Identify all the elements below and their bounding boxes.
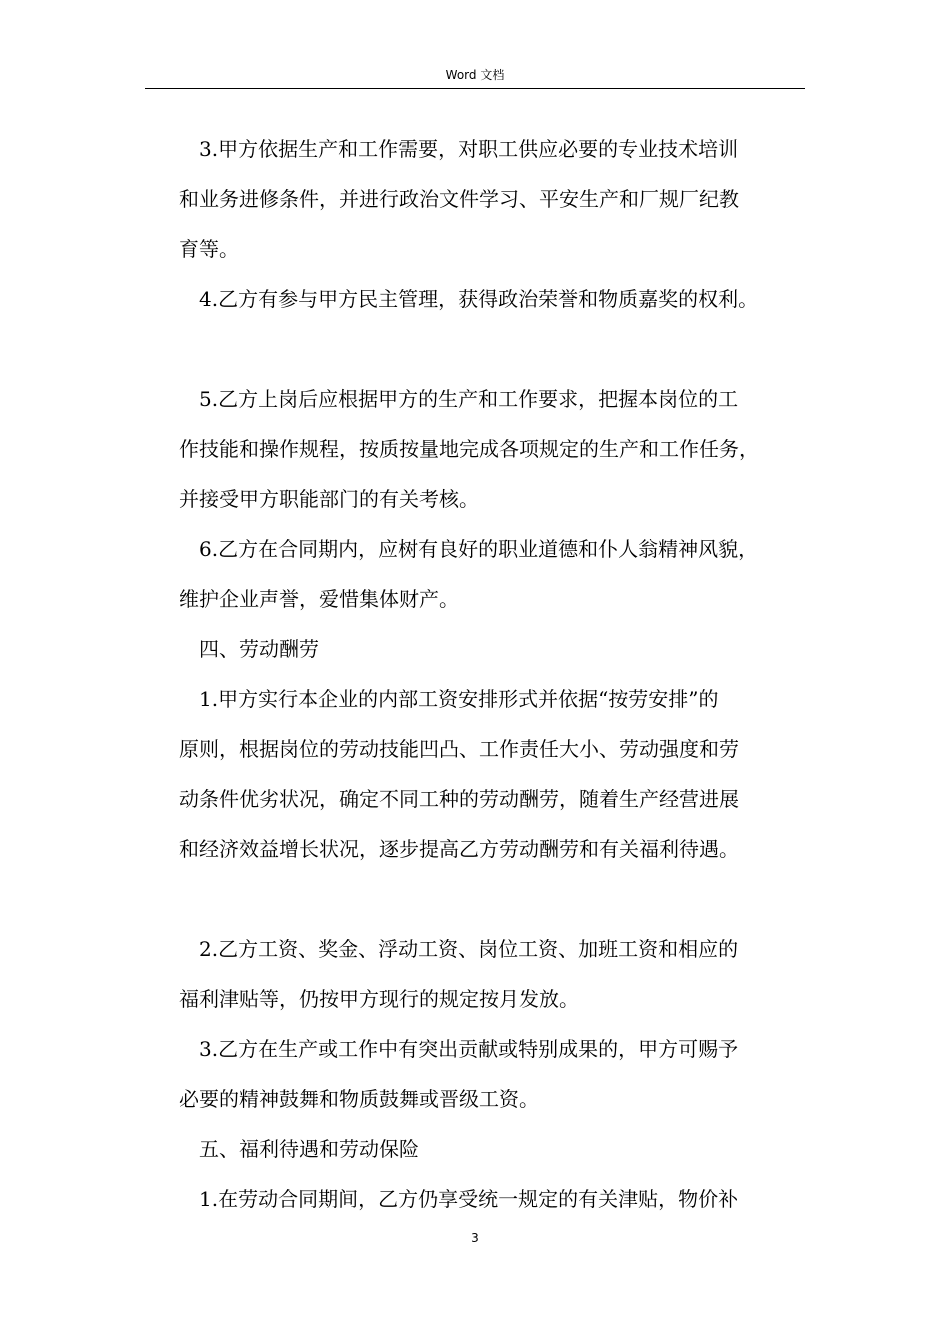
paragraph xyxy=(179,324,819,374)
text-line: 3.乙方在生产或工作中有突出贡献或特别成果的，甲方可赐予 xyxy=(199,1037,739,1061)
text-line: 育等。 xyxy=(179,237,239,261)
text-line: 1.甲方实行本企业的内部工资安排形式并依据“按劳安排”的 xyxy=(199,687,719,711)
text-line: 维护企业声誉，爱惜集体财产。 xyxy=(179,587,459,611)
page-number: 3 xyxy=(471,1231,479,1245)
text-line: 作技能和操作规程，按质按量地完成各项规定的生产和工作任务， xyxy=(179,437,759,461)
paragraph xyxy=(179,374,819,524)
text-line: 3.甲方依据生产和工作需要，对职工供应必要的专业技术培训 xyxy=(199,137,739,161)
paragraph xyxy=(179,524,819,624)
text-line xyxy=(179,874,819,924)
paragraph xyxy=(179,924,819,1024)
text-line: 4.乙方有参与甲方民主管理，获得政治荣誉和物质嘉奖的权利。 xyxy=(199,287,759,311)
text-line: 和业务进修条件，并进行政治文件学习、平安生产和厂规厂纪教 xyxy=(179,187,739,211)
paragraph xyxy=(179,274,819,324)
text-line: 1.在劳动合同期间，乙方仍享受统一规定的有关津贴，物价补 xyxy=(199,1187,739,1211)
text-line: 5.乙方上岗后应根据甲方的生产和工作要求，把握本岗位的工 xyxy=(199,387,739,411)
text-line: 必要的精神鼓舞和物质鼓舞或晋级工资。 xyxy=(179,1087,539,1111)
text-line: 和经济效益增长状况，逐步提高乙方劳动酬劳和有关福利待遇。 xyxy=(179,837,739,861)
text-line xyxy=(179,324,819,374)
paragraph xyxy=(179,1174,819,1224)
paragraph xyxy=(179,1124,819,1174)
header-rule xyxy=(145,88,805,89)
page-header: Word 文档 xyxy=(445,68,505,82)
paragraph xyxy=(179,624,819,674)
text-line: 四、劳动酬劳 xyxy=(199,637,319,661)
paragraph xyxy=(179,674,819,874)
paragraph xyxy=(179,124,819,274)
text-line: 2.乙方工资、奖金、浮动工资、岗位工资、加班工资和相应的 xyxy=(199,937,739,961)
text-line: 原则，根据岗位的劳动技能凹凸、工作责任大小、劳动强度和劳 xyxy=(179,737,739,761)
paragraph xyxy=(179,1024,819,1124)
paragraph xyxy=(179,874,819,924)
text-line: 福利津贴等，仍按甲方现行的规定按月发放。 xyxy=(179,987,579,1011)
text-line: 动条件优劣状况，确定不同工种的劳动酬劳，随着生产经营进展 xyxy=(179,787,739,811)
document-body xyxy=(179,124,819,1224)
text-line: 五、福利待遇和劳动保险 xyxy=(199,1137,419,1161)
text-line: 并接受甲方职能部门的有关考核。 xyxy=(179,487,479,511)
text-line: 6.乙方在合同期内，应树有良好的职业道德和仆人翁精神风貌， xyxy=(199,537,759,561)
